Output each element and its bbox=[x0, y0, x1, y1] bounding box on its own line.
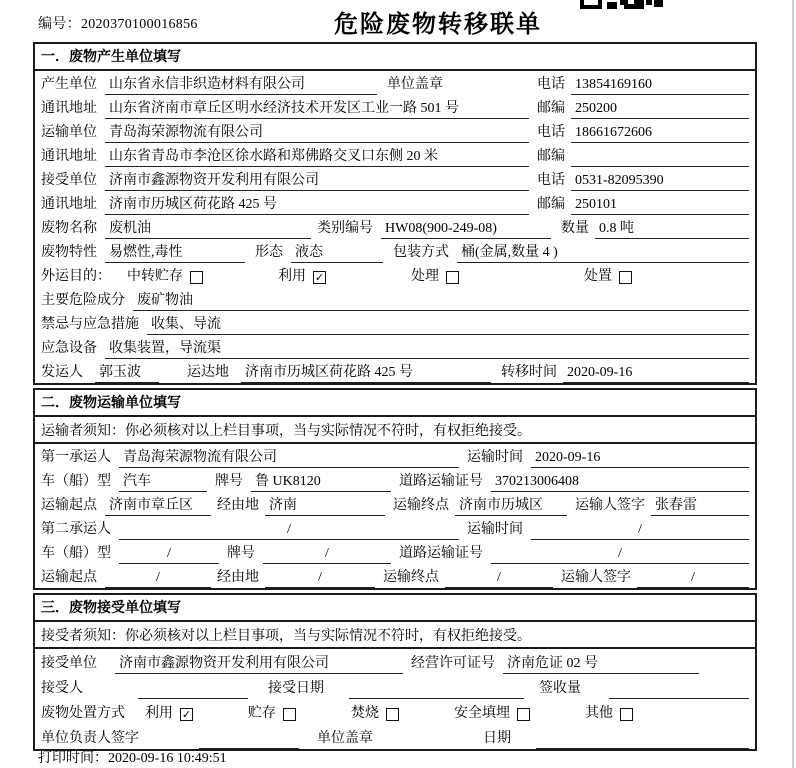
page-title: 危险废物转移联单 bbox=[334, 11, 542, 38]
row-receiver bbox=[35, 167, 755, 191]
row-waste-name bbox=[35, 215, 755, 239]
route1-end-value: 济南市历城区 bbox=[455, 496, 567, 516]
disposal-option-landfill bbox=[454, 704, 530, 724]
route2-start-value: / bbox=[105, 568, 211, 588]
disposal-label: 废物处置方式 bbox=[41, 706, 125, 721]
section-receiver bbox=[33, 593, 757, 751]
producer-zip-value: 250200 bbox=[571, 99, 749, 119]
row-carrier2 bbox=[35, 516, 755, 540]
purpose-label: 外运目的： bbox=[41, 269, 111, 284]
disposal-option-other bbox=[585, 704, 633, 724]
producer-addr-label: 通讯地址 bbox=[41, 101, 97, 116]
producer-phone-label: 电话 bbox=[537, 77, 565, 92]
row-route2 bbox=[35, 564, 755, 588]
dispatcher-value: 郭玉波 bbox=[95, 363, 159, 383]
receiver-addr-value: 济南市历城区荷花路 425 号 bbox=[105, 195, 529, 215]
disposal-option-burn-label: 焚烧 bbox=[351, 706, 379, 721]
carrier2-value: / bbox=[119, 520, 459, 540]
vehicle1-plate-label: 牌号 bbox=[215, 474, 243, 489]
transporter-zip-value bbox=[571, 147, 749, 167]
disposal-option-burn-checkbox bbox=[386, 708, 399, 721]
carrier2-label: 第二承运人 bbox=[41, 522, 111, 537]
carrier2-time-value: / bbox=[531, 520, 749, 540]
serial-value: 2020370100016856 bbox=[80, 17, 198, 32]
disposal-option-store-checkbox bbox=[283, 708, 296, 721]
waste-form-label: 形态 bbox=[255, 245, 283, 260]
row-carrier1 bbox=[35, 444, 755, 468]
accept-unit-label: 接受单位 bbox=[41, 656, 97, 671]
transporter-phone-label: 电话 bbox=[537, 125, 565, 140]
vehicle2-value: / bbox=[119, 544, 219, 564]
carrier1-time-label: 运输时间 bbox=[467, 450, 523, 465]
purpose-option-use bbox=[278, 267, 326, 287]
waste-props-label: 废物特性 bbox=[41, 245, 97, 260]
section-transport bbox=[33, 388, 757, 590]
waste-name-label: 废物名称 bbox=[41, 221, 97, 236]
accept-date-value bbox=[349, 679, 524, 699]
print-time-label: 打印时间： bbox=[38, 751, 108, 766]
section-producer bbox=[33, 42, 757, 385]
disposal-option-use bbox=[145, 704, 193, 724]
vehicle1-label: 车（船）型 bbox=[41, 474, 111, 489]
waste-qty-label: 数量 bbox=[561, 221, 589, 236]
transfer-time-label: 转移时间 bbox=[501, 365, 557, 380]
route2-via-label: 经由地 bbox=[217, 570, 259, 585]
vehicle1-license-label: 道路运输证号 bbox=[399, 474, 483, 489]
row-transport-notice bbox=[35, 417, 755, 444]
vehicle2-label: 车（船）型 bbox=[41, 546, 111, 561]
disposal-option-burn bbox=[351, 704, 399, 724]
producer-label: 产生单位 bbox=[41, 77, 97, 92]
purpose-option-use-checkbox: ✓ bbox=[314, 270, 325, 284]
accept-license-label: 经营许可证号 bbox=[411, 656, 495, 671]
purpose-option-dispose-checkbox bbox=[619, 271, 632, 284]
vehicle2-license-value: / bbox=[491, 544, 749, 564]
unit-seal-label: 单位盖章 bbox=[317, 731, 373, 746]
receiver-zip-value: 250101 bbox=[571, 195, 749, 215]
waste-pack-value: 桶(金属,数量 4 ) bbox=[457, 243, 749, 263]
receiver-value: 济南市鑫源物资开发利用有限公司 bbox=[105, 171, 529, 191]
receiver-zip-label: 邮编 bbox=[537, 197, 565, 212]
route2-sign-label: 运输人签字 bbox=[561, 570, 631, 585]
purpose-option-use-label: 利用 bbox=[278, 269, 306, 284]
transporter-addr-value: 山东省青岛市李沧区徐水路和郑佛路交叉口东侧 20 米 bbox=[105, 147, 529, 167]
waste-name-value: 废机油 bbox=[105, 219, 311, 239]
accept-qty-value bbox=[609, 679, 749, 699]
waste-props-value: 易燃性,毒性 bbox=[105, 243, 245, 263]
route2-start-label: 运输起点 bbox=[41, 570, 97, 585]
accept-qty-label: 签收量 bbox=[539, 681, 581, 696]
dispatcher-label: 发运人 bbox=[41, 365, 83, 380]
waste-qty-value: 0.8 吨 bbox=[595, 219, 749, 239]
waste-pack-label: 包装方式 bbox=[393, 245, 449, 260]
hazard-value: 废矿物油 bbox=[133, 291, 749, 311]
accept-unit-value: 济南市鑫源物资开发利用有限公司 bbox=[115, 654, 403, 674]
vehicle2-license-label: 道路运输证号 bbox=[399, 546, 483, 561]
form-table bbox=[33, 42, 757, 754]
accept-date-label: 接受日期 bbox=[268, 681, 324, 696]
responsible-sign-label: 单位负责人签字 bbox=[41, 731, 139, 746]
emergency-label: 禁忌与应急措施 bbox=[41, 317, 139, 332]
route2-via-value: / bbox=[265, 568, 375, 588]
section-transport-title: 二．废物运输单位填写 bbox=[35, 390, 755, 417]
disposal-option-other-checkbox bbox=[620, 708, 633, 721]
sign-date-label: 日期 bbox=[483, 731, 511, 746]
route2-end-label: 运输终点 bbox=[383, 570, 439, 585]
route1-end-label: 运输终点 bbox=[393, 498, 449, 513]
row-accept-unit bbox=[35, 649, 755, 674]
accept-person-value bbox=[138, 679, 248, 699]
sign-date-value bbox=[536, 729, 749, 749]
responsible-sign-value bbox=[199, 729, 299, 749]
waste-code-label: 类别编号 bbox=[317, 221, 373, 236]
row-vehicle1 bbox=[35, 468, 755, 492]
purpose-option-storage bbox=[127, 267, 203, 287]
row-dispatch bbox=[35, 359, 755, 383]
transporter-phone-value: 18661672606 bbox=[571, 123, 749, 143]
route1-sign-value: 张春雷 bbox=[651, 496, 749, 516]
vehicle1-value: 汽车 bbox=[119, 472, 207, 492]
equipment-label: 应急设备 bbox=[41, 341, 97, 356]
purpose-option-treat-label: 处理 bbox=[411, 269, 439, 284]
carrier1-value: 青岛海荣源物流有限公司 bbox=[119, 448, 459, 468]
row-producer-addr bbox=[35, 95, 755, 119]
transport-notice-text: 运输者须知：你必须核对以上栏目事项，当与实际情况不符时，有权拒绝接受。 bbox=[41, 423, 531, 439]
producer-addr-value: 山东省济南市章丘区明水经济技术开发区工业一路 501 号 bbox=[105, 99, 529, 119]
vehicle1-license-value: 370213006408 bbox=[491, 472, 749, 492]
row-emergency bbox=[35, 311, 755, 335]
disposal-option-landfill-label: 安全填埋 bbox=[454, 706, 510, 721]
row-vehicle2 bbox=[35, 540, 755, 564]
section-producer-title: 一．废物产生单位填写 bbox=[35, 44, 755, 71]
hazard-label: 主要危险成分 bbox=[41, 293, 125, 308]
disposal-option-store bbox=[248, 704, 296, 724]
transporter-zip-label: 邮编 bbox=[537, 149, 565, 164]
row-receiver-notice bbox=[35, 622, 755, 649]
receiver-phone-value: 0531-82095390 bbox=[571, 171, 749, 191]
section-receiver-title: 三．废物接受单位填写 bbox=[35, 595, 755, 622]
equipment-value: 收集装置，导流渠 bbox=[105, 339, 749, 359]
transfer-time-value: 2020-09-16 bbox=[563, 363, 749, 383]
disposal-option-store-label: 贮存 bbox=[248, 706, 276, 721]
row-transporter bbox=[35, 119, 755, 143]
accept-license-value: 济南危证 02 号 bbox=[503, 654, 699, 674]
receiver-label: 接受单位 bbox=[41, 173, 97, 188]
disposal-option-other-label: 其他 bbox=[585, 706, 613, 721]
disposal-option-use-label: 利用 bbox=[145, 706, 173, 721]
row-hazard bbox=[35, 287, 755, 311]
row-responsible-sign bbox=[35, 724, 755, 749]
vehicle2-plate-value: / bbox=[263, 544, 391, 564]
disposal-option-use-checkbox: ✓ bbox=[181, 707, 192, 721]
purpose-option-storage-checkbox bbox=[190, 271, 203, 284]
producer-value: 山东省永信非织造材料有限公司 bbox=[105, 75, 377, 95]
vehicle1-plate-value: 鲁 UK8120 bbox=[251, 472, 391, 492]
transporter-label: 运输单位 bbox=[41, 125, 97, 140]
route1-start-value: 济南市章丘区 bbox=[105, 496, 211, 516]
producer-seal-label: 单位盖章 bbox=[387, 77, 443, 92]
transporter-addr-label: 通讯地址 bbox=[41, 149, 97, 164]
row-accept-person bbox=[35, 674, 755, 699]
receiver-notice-text: 接受者须知：你必须核对以上栏目事项，当与实际情况不符时，有权拒绝接受。 bbox=[41, 628, 531, 644]
route2-end-value: / bbox=[445, 568, 553, 588]
route1-sign-label: 运输人签字 bbox=[575, 498, 645, 513]
purpose-option-storage-label: 中转贮存 bbox=[127, 269, 183, 284]
serial-label: 编号： bbox=[38, 17, 81, 32]
accept-person-label: 接受人 bbox=[41, 681, 83, 696]
route1-via-label: 经由地 bbox=[217, 498, 259, 513]
print-time bbox=[38, 747, 227, 767]
row-receiver-addr bbox=[35, 191, 755, 215]
row-waste-props bbox=[35, 239, 755, 263]
transporter-value: 青岛海荣源物流有限公司 bbox=[105, 123, 529, 143]
disposal-option-landfill-checkbox bbox=[517, 708, 530, 721]
vehicle2-plate-label: 牌号 bbox=[227, 546, 255, 561]
producer-zip-label: 邮编 bbox=[537, 101, 565, 116]
receiver-addr-label: 通讯地址 bbox=[41, 197, 97, 212]
carrier1-label: 第一承运人 bbox=[41, 450, 111, 465]
emergency-value: 收集、导流 bbox=[147, 315, 749, 335]
print-time-value: 2020-09-16 10:49:51 bbox=[108, 751, 227, 766]
purpose-option-treat-checkbox bbox=[446, 271, 459, 284]
carrier1-time-value: 2020-09-16 bbox=[531, 448, 749, 468]
destination-value: 济南市历城区荷花路 425 号 bbox=[241, 363, 491, 383]
purpose-option-dispose bbox=[584, 267, 632, 287]
waste-code-value: HW08(900-249-08) bbox=[381, 219, 551, 239]
route2-sign-value: / bbox=[637, 568, 749, 588]
destination-label: 运达地 bbox=[187, 365, 229, 380]
row-equipment bbox=[35, 335, 755, 359]
row-transporter-addr bbox=[35, 143, 755, 167]
row-producer bbox=[35, 71, 755, 95]
route1-via-value: 济南 bbox=[265, 496, 385, 516]
row-route1 bbox=[35, 492, 755, 516]
row-disposal bbox=[35, 699, 755, 724]
page-edge-line bbox=[792, 0, 794, 768]
row-purpose bbox=[35, 263, 755, 287]
route1-start-label: 运输起点 bbox=[41, 498, 97, 513]
purpose-option-treat bbox=[411, 267, 459, 287]
producer-phone-value: 13854169160 bbox=[571, 75, 749, 95]
carrier2-time-label: 运输时间 bbox=[467, 522, 523, 537]
receiver-phone-label: 电话 bbox=[537, 173, 565, 188]
waste-form-value: 液态 bbox=[291, 243, 383, 263]
qr-code-fragment-icon bbox=[580, 0, 663, 9]
purpose-option-dispose-label: 处置 bbox=[584, 269, 612, 284]
